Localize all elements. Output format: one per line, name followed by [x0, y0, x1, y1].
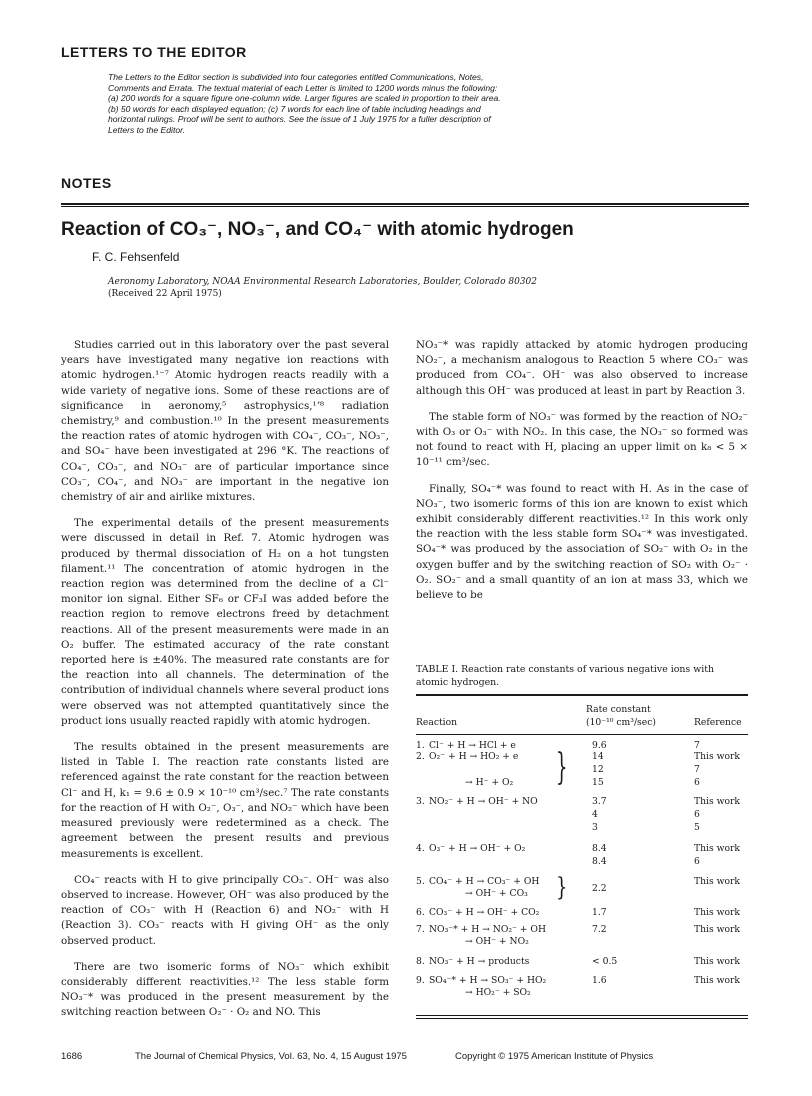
journal-citation: The Journal of Chemical Physics, Vol. 63, No. 4, 15 August 1975: [135, 1051, 407, 1062]
notes-heading: NOTES: [61, 175, 112, 191]
table-cell: O₃⁻ + H → OH⁻ + O₂: [429, 843, 526, 854]
table-cell: 3.7: [592, 796, 607, 807]
article-title: Reaction of CO₃⁻, NO₃⁻, and CO₄⁻ with atomic hydrogen: [61, 219, 574, 240]
table-rule-top: [416, 694, 748, 696]
table-cell: 1.6: [592, 975, 607, 986]
col-rate-line2: (10⁻¹⁰ cm³/sec): [586, 717, 656, 728]
table-cell: This work: [694, 796, 740, 807]
table-cell: This work: [694, 876, 740, 887]
table-cell: 8.4: [592, 856, 607, 867]
table-cell: This work: [694, 843, 740, 854]
table-cell: < 0.5: [592, 956, 618, 967]
table-cell: 6.: [416, 907, 425, 918]
table-cell: CO₄⁻ + H → CO₃⁻ + OH: [429, 876, 540, 887]
table-cell: 7: [694, 764, 700, 775]
table-cell: 8.: [416, 956, 425, 967]
title-rule-thick: [61, 203, 749, 205]
table-cell: This work: [694, 751, 740, 762]
letters-intro: The Letters to the Editor section is subdivided into four categories entitled Communications, Notes, Comments and Errata. The textual material of each Letter is limited to 1200 words minus the following: (a) 200 words for a square figure one-column wide. Larger figures are scaled in proportion to their area. (b) 50 words for each displayed equation; (c) 7 words for each line of table including headings and horizontal rulings. Proof will be sent to authors. See the issue of 1 July 1975 for a fuller description of Letters to the Editor.: [108, 72, 501, 135]
table-cell: 6: [694, 777, 700, 788]
section-heading: LETTERS TO THE EDITOR: [61, 44, 247, 60]
paragraph: CO₄⁻ reacts with H to give principally CO₃⁻. OH⁻ was also observed to increase. However, OH⁻ was also produced by the reaction of CO₃⁻ with H (Reaction 6) and NO₂⁻ with H (Reaction 3). CO₃⁻ reacts with H giving OH⁻ as the only observed product.: [61, 873, 389, 947]
table-cell: This work: [694, 975, 740, 986]
table-caption: TABLE I. Reaction rate constants of various negative ions with atomic hydrogen.: [416, 664, 715, 688]
col-rate-line1: Rate constant: [586, 704, 651, 715]
paragraph: There are two isomeric forms of NO₃⁻ which exhibit considerably different reactivities.¹² The less stable form NO₃⁻* was produced in the present measurement by the switching reaction between O₂⁻ · O₂ and NO. This: [61, 960, 389, 1019]
table-cell: 7: [694, 740, 700, 751]
brace-glyph: }: [556, 873, 568, 903]
table-cell: 2.: [416, 751, 425, 762]
table-cell: This work: [694, 956, 740, 967]
table-rule-head: [416, 734, 748, 735]
paragraph: The results obtained in the present measurements are listed in Table I. The reaction rate constants listed are referenced against the rate constant for the reaction between Cl⁻ and H, k₁ = 9.6 ± 0.9 × 10⁻¹⁰ cm³/sec.⁷ The rate constants for the reaction of H with O₂⁻, O₃⁻, and NO₂⁻ which have been measured previously were redetermined as a check. The agreement between the present results and previous measurements is excellent.: [61, 741, 389, 860]
table-cell: CO₃⁻ + H → OH⁻ + CO₂: [429, 907, 540, 918]
paragraph: Studies carried out in this laboratory over the past several years have investigated many negative ion reactions with atomic hydrogen.¹⁻⁷ Atomic hydrogen reacts readily with a wide variety of negative ions. Some of these reactions are of significance in aeronomy,⁵ astrophysics,¹ʼ⁸ radiation chemistry,⁹ and combustion.¹⁰ In the present measurements the reaction rates of atomic hydrogen with CO₄⁻, CO₃⁻, NO₃⁻, and SO₄⁻ have been investigated at 296 °K. The reactions of CO₄⁻, CO₃⁻, and NO₃⁻ are of particular importance since CO₃⁻, CO₄⁻, and NO₃⁻ are important in the negative ion chemistry of air and airlike mixtures.: [61, 339, 389, 504]
table-cell: Cl⁻ + H → HCl + e: [429, 740, 516, 751]
col-reference: Reference: [694, 717, 742, 728]
title-rule-thin: [61, 206, 749, 207]
table-rule-bottom-2: [416, 1018, 748, 1019]
brace-glyph: }: [556, 747, 568, 789]
table-cell: 7.2: [592, 924, 607, 935]
table-cell: 2.2: [592, 883, 607, 894]
table-cell: 6: [694, 809, 700, 820]
table-cell: 1.7: [592, 907, 607, 918]
table-cell: → HO₂⁻ + SO₂: [465, 987, 531, 998]
table-cell: This work: [694, 924, 740, 935]
table-cell: SO₄⁻* + H → SO₃⁻ + HO₂: [429, 975, 547, 986]
paragraph: The stable form of NO₃⁻ was formed by the reaction of NO₂⁻ with O₃ or O₃⁻ with NO₂. In this case, the NO₃⁻ so formed was not found to react with H, placing an upper limit on k₈ < 5 × 10⁻¹¹ cm³/sec.: [416, 410, 748, 469]
table-cell: NO₃⁻ + H → products: [429, 956, 530, 967]
table-cell: 9.: [416, 975, 425, 986]
copyright: Copyright © 1975 American Institute of Physics: [455, 1051, 654, 1062]
paragraph: Finally, SO₄⁻* was found to react with H. As in the case of NO₃⁻, two isomeric forms of this ion are known to exist which exhibit considerably different reactivities.¹² In this work only the reaction with the less stable form SO₄⁻* was investigated. SO₄⁻* was produced by the association of SO₂⁻ with O₂ in the oxygen buffer and by the switching reaction of SO₂ with O₂⁻ · O₂. SO₂⁻ and a small quantity of an ion at mass 33, which we believe to be: [416, 482, 748, 602]
author: F. C. Fehsenfeld: [92, 250, 180, 264]
col-reaction: Reaction: [416, 717, 458, 728]
body-right-column: [416, 338, 748, 614]
affiliation: Aeronomy Laboratory, NOAA Environmental Research Laboratories, Boulder, Colorado 80302: [108, 277, 537, 287]
table-cell: 5: [694, 822, 700, 833]
table-cell: → H⁻ + O₂: [465, 777, 514, 788]
table-cell: 3.: [416, 796, 425, 807]
table-cell: 7.: [416, 924, 425, 935]
table-cell: This work: [694, 907, 740, 918]
table-cell: 4: [592, 809, 598, 820]
table-cell: 15: [592, 777, 604, 788]
paragraph: NO₃⁻* was rapidly attacked by atomic hydrogen producing NO₂⁻, a mechanism analogous to Reaction 5 where CO₃⁻ was produced from CO₄⁻. OH⁻ was also observed to increase although this OH⁻ was produced at least in part by Reaction 3.: [416, 339, 748, 397]
table-cell: NO₃⁻* + H → NO₂⁻ + OH: [429, 924, 546, 935]
table-cell: 8.4: [592, 843, 607, 854]
table-cell: 1.: [416, 740, 425, 751]
table-cell: 6: [694, 856, 700, 867]
table-cell: 9.6: [592, 740, 607, 751]
table-cell: NO₂⁻ + H → OH⁻ + NO: [429, 796, 538, 807]
table-cell: → OH⁻ + CO₃: [465, 888, 528, 899]
table-cell: 5.: [416, 876, 425, 887]
body-left-column: [61, 338, 389, 1032]
paragraph: The experimental details of the present measurements were discussed in detail in Ref. 7. Atomic hydrogen was produced by thermal dissociation of H₂ on a hot tungsten filament.¹¹ The concentration of atomic hydrogen in the reaction region was determined from the decline of a Cl⁻ monitor ion signal. Either SF₆ or CF₃I was added before the reaction region to remove electrons freed by detachment reactions. All of the present measurements were made in an O₂ buffer. The estimated accuracy of the rate constant reported here is ±40%. The measured rate constants are for the reaction into all channels. The determination of the contribution of individual channels where several product ions were observed was not attempted quantitatively since the product ions usually reacted rapidly with atomic hydrogen.: [61, 517, 389, 727]
table-cell: 14: [592, 751, 604, 762]
table-cell: 3: [592, 822, 598, 833]
page-number: 1686: [61, 1051, 83, 1062]
table-cell: 4.: [416, 843, 425, 854]
table-cell: 12: [592, 764, 604, 775]
table-cell: O₂⁻ + H → HO₂ + e: [429, 751, 519, 762]
table-rule-bottom: [416, 1015, 748, 1016]
table-cell: → OH⁻ + NO₂: [465, 936, 529, 947]
received-date: (Received 22 April 1975): [108, 289, 222, 299]
